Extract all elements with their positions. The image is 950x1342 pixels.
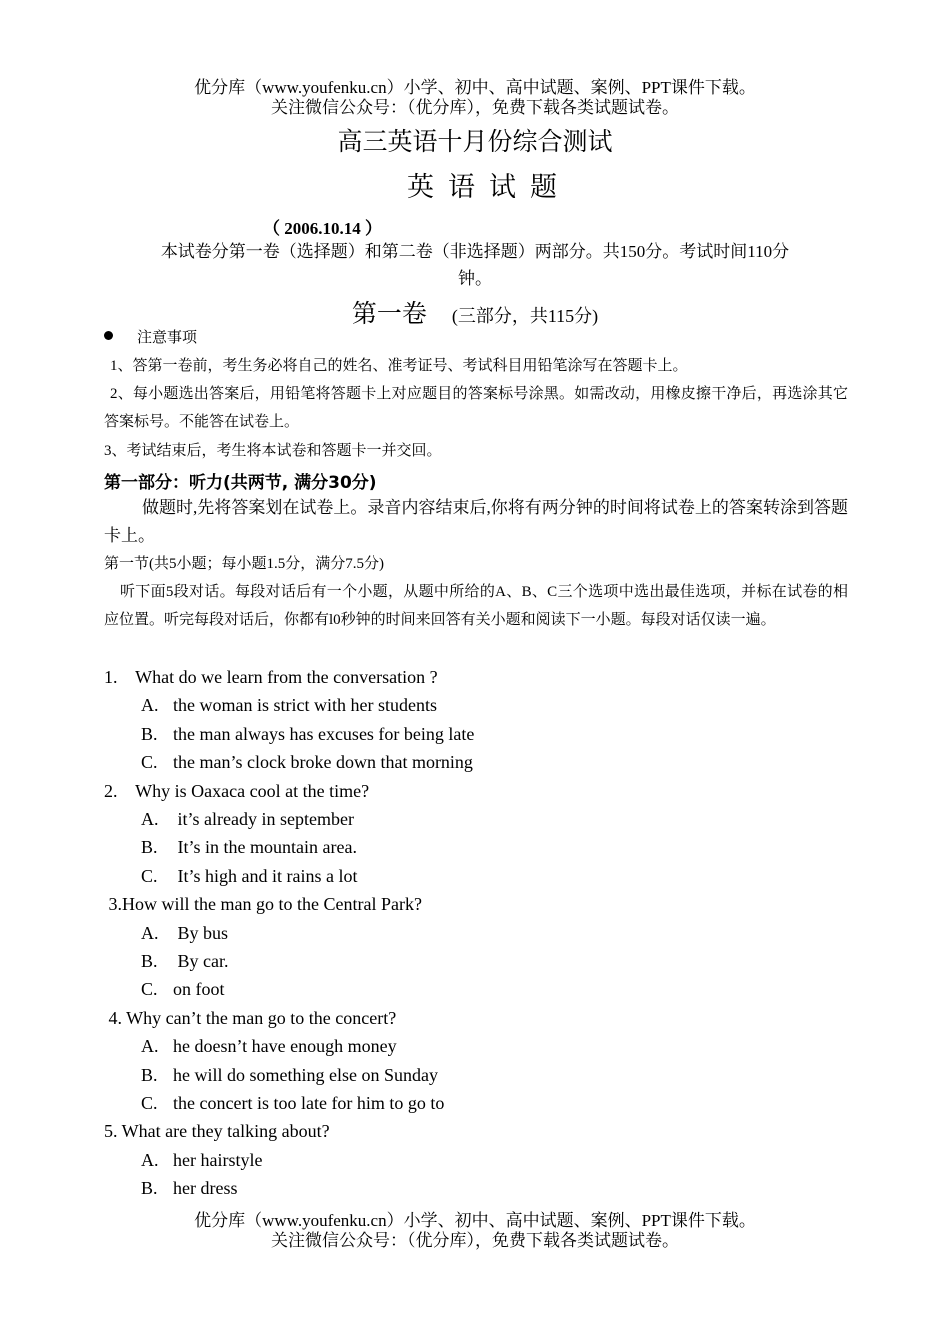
option-text: the woman is strict with her students <box>173 695 437 715</box>
answer-option <box>141 1036 397 1057</box>
option-text: the man always has excuses for being late <box>173 724 475 744</box>
exam-title: 高三英语十月份综合测试 <box>337 129 613 156</box>
answer-option <box>141 923 228 944</box>
option-letter: B. <box>141 1178 158 1198</box>
question-stem: 5. What are they talking about? <box>104 1121 330 1141</box>
option-letter: A. <box>141 695 159 715</box>
exam-date: （ 2006.10.14 ） <box>263 219 382 238</box>
answer-option <box>141 951 229 972</box>
option-text: the concert is too late for him to go to <box>173 1093 445 1113</box>
answer-option <box>141 752 473 773</box>
option-letter: B. <box>141 724 158 744</box>
answer-option <box>141 809 354 830</box>
part1-title: 第一部分：听力(共两节, 满分30分) <box>104 473 377 493</box>
question-stem: 1. What do we learn from the conversation ? <box>104 667 438 687</box>
section1-title: 第一节(共5小题；每小题1.5分，满分7.5分) <box>104 556 384 572</box>
notice-item-2: 2、每小题选出答案后，用铅笔将答题卡上对应题目的答案标号涂黑。如需改动，用橡皮擦干净后，再选涂其它答案标号。不能答在试卷上。 <box>104 386 848 430</box>
question-stem: 4. Why can’t the man go to the concert? <box>104 1008 397 1028</box>
answer-option <box>141 695 437 716</box>
option-text: her hairstyle <box>173 1150 263 1170</box>
header-line-2: 关注微信公众号：（优分库），免费下载各类试题试卷。 <box>271 98 679 117</box>
option-text: it’s already in september <box>173 809 354 829</box>
question-stem: 3.How will the man go to the Central Park? <box>104 894 422 914</box>
answer-option <box>141 1150 262 1171</box>
option-text: By car. <box>173 951 229 971</box>
notice-item-1: 1、答第一卷前，考生务必将自己的姓名、准考证号、考试科目用铅笔涂写在答题卡上。 <box>110 358 688 374</box>
answer-option <box>141 837 357 858</box>
option-text: By bus <box>173 923 229 943</box>
option-letter: C. <box>141 979 158 999</box>
option-text: he will do something else on Sunday <box>173 1065 438 1085</box>
volume-score: (三部分，共115分) <box>451 306 599 326</box>
footer-line-1: 优分库（www.youfenku.cn）小学、初中、高中试题、案例、PPT课件下载。 <box>194 1211 756 1230</box>
answer-option <box>141 979 225 1000</box>
exam-subtitle: 英语试题 <box>407 172 571 202</box>
footer-line-2: 关注微信公众号：（优分库），免费下载各类试题试卷。 <box>271 1231 679 1250</box>
option-letter: A. <box>141 1036 159 1056</box>
option-letter: B. <box>141 837 158 857</box>
notice-heading <box>104 324 848 352</box>
option-letter: C. <box>141 752 158 772</box>
notice-heading-text: 注意事项 <box>137 330 198 346</box>
option-text: It’s in the mountain area. <box>173 837 357 857</box>
option-letter: A. <box>141 809 159 829</box>
option-letter: C. <box>141 866 158 886</box>
answer-option <box>141 866 357 887</box>
section1-instruction: 听下面5段对话。每段对话后有一个小题，从题中所给的A、B、C三个选项中选出最佳选项，并标在试卷的相应位置。听完每段对话后，你都有l0秒钟的时间来回答有关小题和阅读下一小题。每段对话仅读一遍。 <box>104 584 848 628</box>
question-stem: 2. Why is Oaxaca cool at the time? <box>104 781 370 801</box>
answer-option <box>141 1093 444 1114</box>
answer-option <box>141 1178 237 1199</box>
option-letter: A. <box>141 923 159 943</box>
option-text: on foot <box>173 979 225 999</box>
intro-line-1: 本试卷分第一卷（选择题）和第二卷（非选择题）两部分。共150分。考试时间110分 <box>160 242 790 261</box>
intro-line-2: 钟。 <box>458 269 492 288</box>
option-text: her dress <box>173 1178 238 1198</box>
header-line-1: 优分库（www.youfenku.cn）小学、初中、高中试题、案例、PPT课件下载。 <box>194 78 756 97</box>
option-letter: C. <box>141 1093 158 1113</box>
answer-option <box>141 724 474 745</box>
answer-option <box>141 1065 438 1086</box>
option-letter: A. <box>141 1150 159 1170</box>
part1-instruction: 做题时,先将答案划在试卷上。录音内容结束后,你将有两分钟的时间将试卷上的答案转涂到答题卡上。 <box>104 498 848 545</box>
option-letter: B. <box>141 1065 158 1085</box>
option-text: the man’s clock broke down that morning <box>173 752 473 772</box>
volume-title: 第一卷 <box>351 301 427 328</box>
option-letter: B. <box>141 951 158 971</box>
option-text: It’s high and it rains a lot <box>173 866 358 886</box>
notice-item-3: 3、考试结束后，考生将本试卷和答题卡一并交回。 <box>104 443 442 459</box>
option-text: he doesn’t have enough money <box>173 1036 397 1056</box>
bullet-icon <box>104 331 113 340</box>
